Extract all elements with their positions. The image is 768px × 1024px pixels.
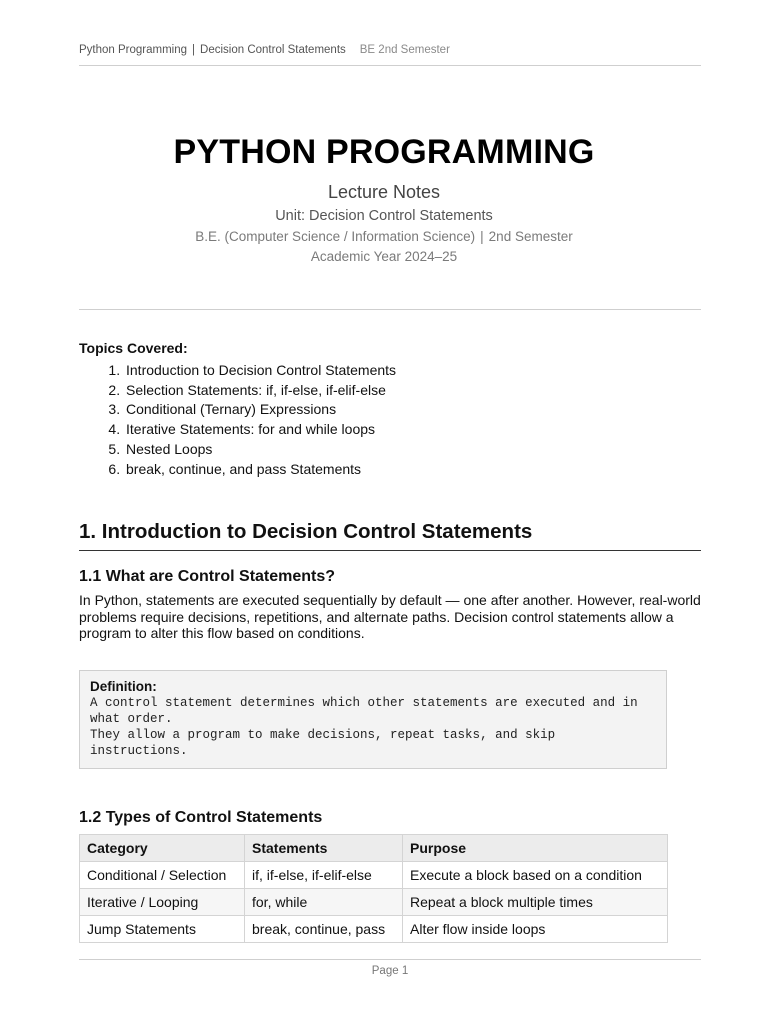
header-separator: | [192,44,196,56]
document-title: PYTHON PROGRAMMING [173,133,595,171]
topic-item: 3. Conditional (Ternary) Expressions [124,400,701,420]
section-1-1-heading: 1.1 What are Control Statements? [79,568,336,585]
definition-line: A control statement determines which other statements are executed and in what order. [90,696,646,726]
topic-item: 1. Introduction to Decision Control Statements [124,361,701,381]
table-cell: Iterative / Looping [80,889,245,916]
table-cell: Jump Statements [80,916,245,943]
page-number: Page 1 [371,965,409,977]
document-program: B.E. (Computer Science / Information Science) [195,229,476,244]
document-semester: 2nd Semester [488,229,573,244]
table-cell: Repeat a block multiple times [403,889,668,916]
topic-item: 2. Selection Statements: if, if-else, if-elif-else [124,381,701,401]
table-header-row [80,835,668,862]
topic-item: 5. Nested Loops [124,440,701,460]
section-1-heading: 1. Introduction to Decision Control Statements [79,518,701,551]
section-1-2-heading: 1.2 Types of Control Statements [79,809,323,826]
definition-title: Definition: [90,679,157,694]
definition-box [79,670,667,769]
control-statements-table [79,834,668,943]
title-block [0,130,768,267]
table-header-cell: Category [80,835,245,862]
table-row [80,916,668,943]
table-cell: if, if-else, if-elif-else [245,862,403,889]
program-separator: | [480,229,484,244]
topic-item: 6. break, continue, and pass Statements [124,460,701,480]
topics-heading: Topics Covered: [79,340,188,356]
table-row [80,862,668,889]
document-subtitle: Lecture Notes [327,182,441,202]
page-footer [79,959,701,977]
table-cell: Execute a block based on a condition [403,862,668,889]
academic-year: Academic Year 2024–25 [310,249,458,264]
table-cell: for, while [245,889,403,916]
definition-line: They allow a program to make decisions, repeat tasks, and skip instructions. [90,728,563,758]
header-course: Python Programming [79,44,188,56]
table-header-cell: Purpose [403,835,668,862]
table-header-cell: Statements [245,835,403,862]
header-semester: BE 2nd Semester [359,44,450,56]
document-program-line [0,227,768,247]
section-1-1-paragraph: In Python, statements are executed sequentially by default — one after another. However, real-world problems require decisions, repetitions, and alternate paths. Decision control statements allow a program to alter this flow based on conditions. [79,592,701,641]
table-cell: Alter flow inside loops [403,916,668,943]
document-unit: Unit: Decision Control Statements [275,208,493,224]
topics-covered [79,339,701,479]
table-row [80,889,668,916]
title-divider [79,309,701,310]
table-cell: break, continue, pass [245,916,403,943]
table-cell: Conditional / Selection [80,862,245,889]
header-unit: Decision Control Statements [200,44,346,56]
page-header [79,44,701,66]
topic-item: 4. Iterative Statements: for and while loops [124,420,701,440]
topics-list [79,361,701,479]
